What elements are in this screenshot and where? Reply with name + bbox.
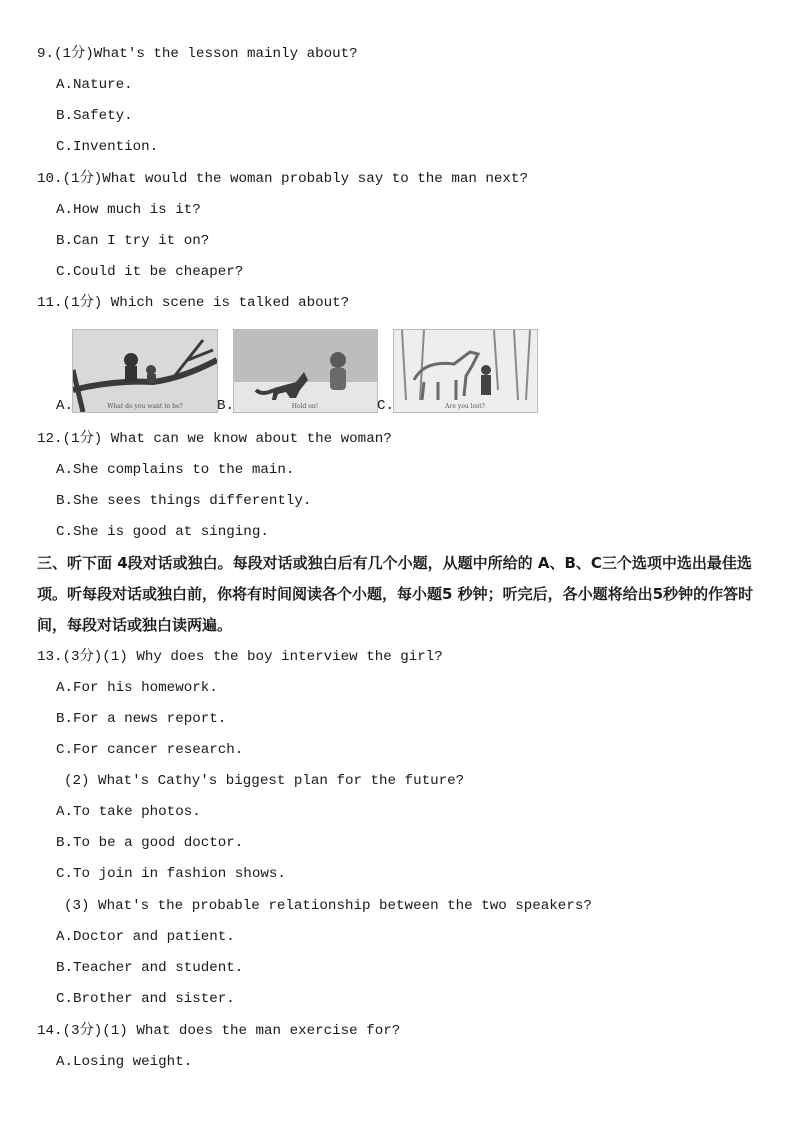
q13-2-option-a: A.To take photos. <box>56 804 201 820</box>
q13-3-option-a: A.Doctor and patient. <box>56 929 235 945</box>
q11-image-b <box>233 329 378 413</box>
q9-option-a: A.Nature. <box>56 77 133 93</box>
q12-option-c: C.She is good at singing. <box>56 524 269 540</box>
q9-option-b: B.Safety. <box>56 108 133 124</box>
q9-option-c: C.Invention. <box>56 139 159 155</box>
q13-1-option-b: B.For a news report. <box>56 711 227 727</box>
q10-option-b: B.Can I try it on? <box>56 233 210 249</box>
q13-3-option-b: B.Teacher and student. <box>56 960 244 976</box>
section-3-instructions: 三、听下面 4段对话或独白。每段对话或独白后有几个小题，从题中所给的 A、B、C三个选项中选出最佳选项。听每段对话或独白前，你将有时间阅读各个小题，每小题5 秒钟；听完后，各小题将给出5秒钟的作答时间，每段对话或独白读两遍。 <box>37 554 754 634</box>
q14-1-option-a: A.Losing weight. <box>56 1054 193 1070</box>
q13-sub-3: (3) What's the probable relationship between the two speakers? <box>64 898 592 914</box>
q13-1-option-a: A.For his homework. <box>56 680 218 696</box>
q10-stem: 10.(1分)What would the woman probably say to the man next? <box>37 171 528 187</box>
q13-sub-2: (2) What's Cathy's biggest plan for the future? <box>64 773 465 789</box>
q10-option-a: A.How much is it? <box>56 202 201 218</box>
q11-stem: 11.(1分) Which scene is talked about? <box>37 295 350 311</box>
q13-1-option-c: C.For cancer research. <box>56 742 244 758</box>
q11-label-a: A. <box>56 398 74 414</box>
q13-2-option-c: C.To join in fashion shows. <box>56 866 286 882</box>
q12-option-b: B.She sees things differently. <box>56 493 312 509</box>
q13-stem: 13.(3分)(1) Why does the boy interview the girl? <box>37 649 443 665</box>
q11-image-a <box>72 329 218 413</box>
q13-2-option-b: B.To be a good doctor. <box>56 835 244 851</box>
q9-stem: 9.(1分)What's the lesson mainly about? <box>37 46 358 62</box>
q11-caption-c: Are you lost? <box>445 403 485 410</box>
q11-caption-b: Hold on! <box>291 403 319 410</box>
q14-stem: 14.(3分)(1) What does the man exercise for? <box>37 1023 401 1039</box>
q11-caption-a: What do you want to be? <box>107 403 183 410</box>
q11-image-c <box>393 329 538 413</box>
q11-label-c: C. <box>377 398 395 414</box>
q10-option-c: C.Could it be cheaper? <box>56 264 244 280</box>
q12-stem: 12.(1分) What can we know about the woman? <box>37 431 392 447</box>
q12-option-a: A.She complains to the main. <box>56 462 295 478</box>
q11-label-b: B. <box>217 398 235 414</box>
q13-3-option-c: C.Brother and sister. <box>56 991 235 1007</box>
